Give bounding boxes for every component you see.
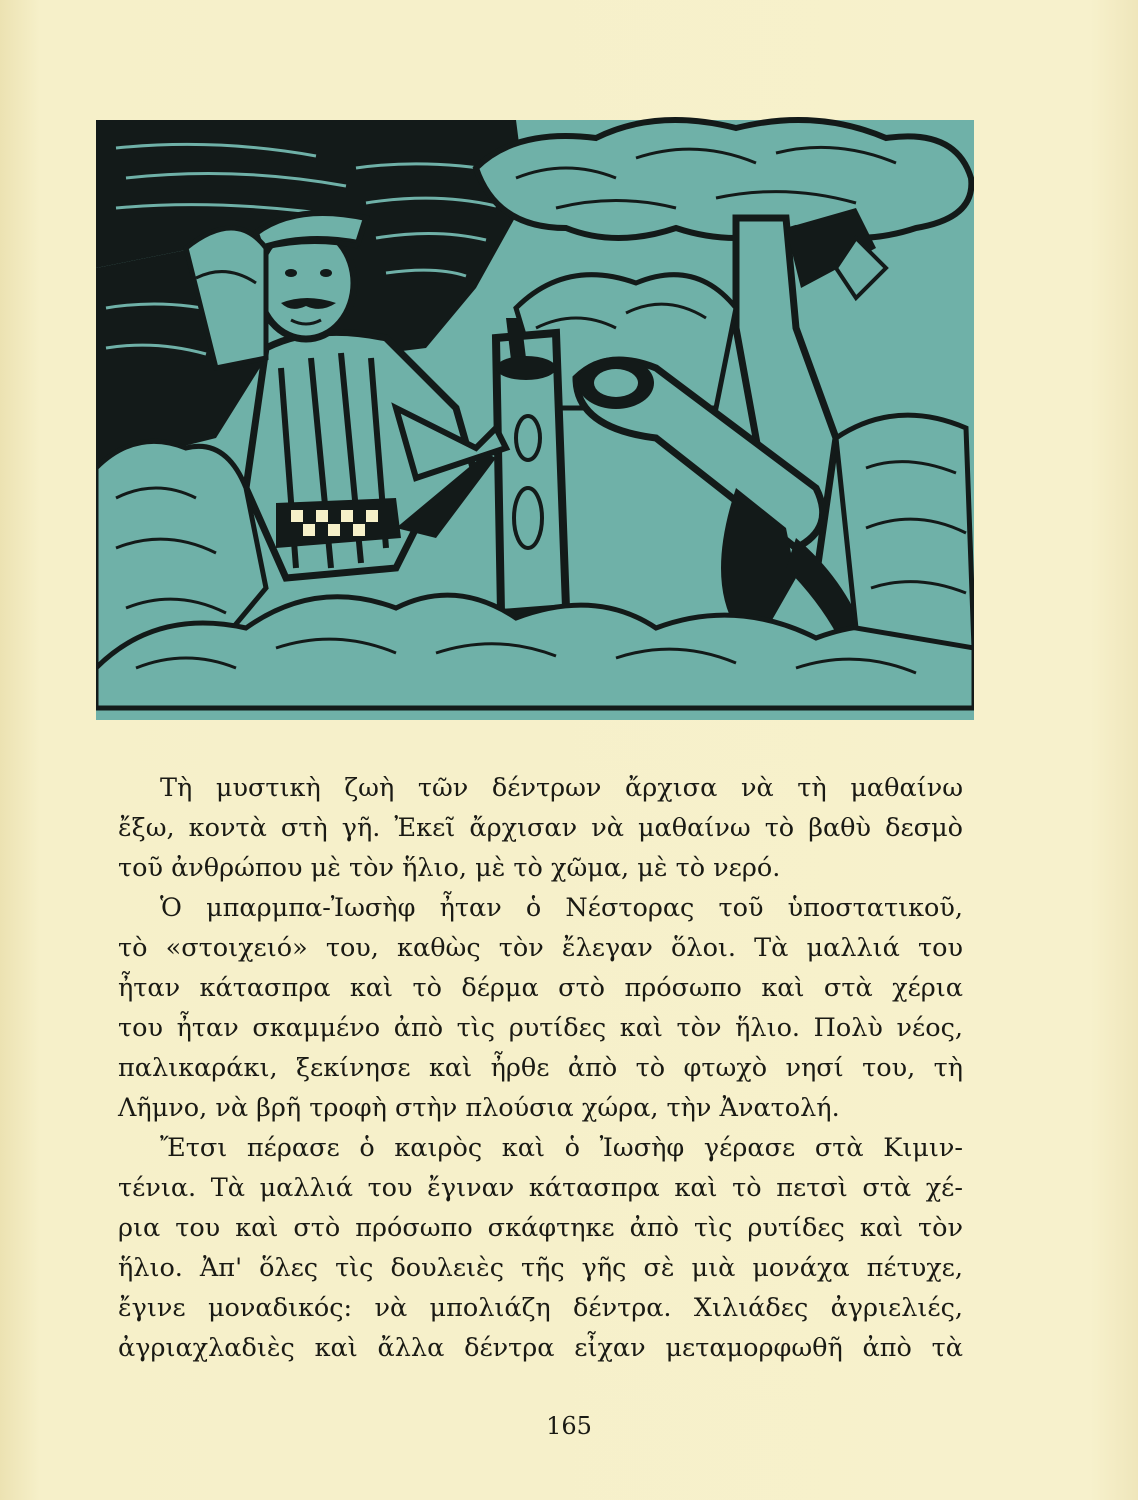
text-line: ἔξω, κοντὰ στὴ γῆ. Ἐκεῖ ἄρχισαν νὰ μαθαίνω τὸ βαθὺ δεσμὸ — [118, 813, 963, 843]
text-line: ἀγριαχλαδιὲς καὶ ἄλλα δέντρα εἶχαν μεταμορφωθῆ ἀπὸ τὰ — [118, 1333, 963, 1363]
text-line: Τὴ μυστικὴ ζωὴ τῶν δέντρων ἄρχισα νὰ τὴ μαθαίνω — [160, 773, 963, 803]
text-line: παλικαράκι, ξεκίνησε καὶ ἦρθε ἀπὸ τὸ φτωχὸ νησί του, τὴ — [118, 1053, 963, 1083]
paragraph-2 — [118, 888, 963, 1128]
text-line: ἥλιο. Ἀπ' ὅλες τὶς δουλειὲς τῆς γῆς σὲ μιὰ μονάχα πέτυχε, — [118, 1253, 963, 1283]
text-line: ἔγινε μοναδικός: νὰ μπολιάζη δέντρα. Χιλιάδες ἀγριελιές, — [118, 1293, 963, 1323]
text-line: τοῦ ἀνθρώπου μὲ τὸν ἥλιο, μὲ τὸ χῶμα, μὲ τὸ νερό. — [118, 853, 781, 883]
text-line: ρια του καὶ στὸ πρόσωπο σκάφτηκε ἀπὸ τὶς ρυτίδες καὶ τὸν — [118, 1213, 963, 1243]
body-text — [118, 768, 963, 1368]
text-line: τὸ «στοιχειό» του, καθὼς τὸν ἔλεγαν ὅλοι. Τὰ μαλλιά του — [118, 933, 963, 963]
woodcut-man-grafting-tree-icon — [96, 108, 974, 722]
text-line: Ὁ μπαρμπα-Ἰωσὴφ ἦταν ὁ Νέστορας τοῦ ὑποστατικοῦ, — [160, 893, 963, 923]
text-line: του ἦταν σκαμμένο ἀπὸ τὶς ρυτίδες καὶ τὸν ἥλιο. Πολὺ νέος, — [118, 1013, 963, 1043]
woodcut-illustration — [96, 108, 974, 722]
text-line: τένια. Τὰ μαλλιά του ἔγιναν κάτασπρα καὶ τὸ πετσὶ στὰ χέ- — [118, 1173, 963, 1203]
page-number: 165 — [546, 1412, 592, 1440]
text-line: Ἔτσι πέρασε ὁ καιρὸς καὶ ὁ Ἰωσὴφ γέρασε στὰ Κιμιν- — [160, 1133, 963, 1163]
paragraph-1 — [118, 768, 963, 888]
text-line: Λῆμνο, νὰ βρῆ τροφὴ στὴν πλούσια χώρα, τὴν Ἀνατολή. — [118, 1093, 840, 1123]
text-line: ἦταν κάτασπρα καὶ τὸ δέρμα στὸ πρόσωπο καὶ στὰ χέρια — [118, 973, 963, 1003]
paragraph-3 — [118, 1128, 963, 1368]
